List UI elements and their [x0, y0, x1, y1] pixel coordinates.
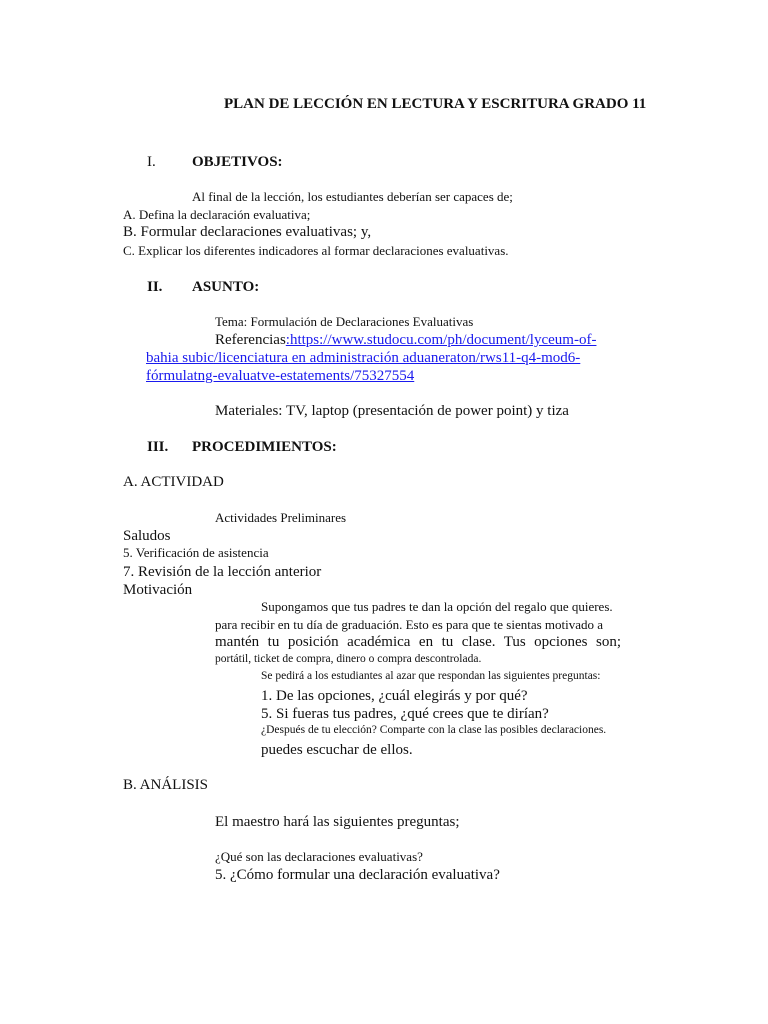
question-3-continuation: puedes escuchar de ellos.	[261, 742, 413, 758]
reference-link-line-2[interactable]: bahia subic/licenciatura en administración aduaneraton/rws11-q4-mod6-	[146, 350, 581, 366]
objective-a: A. Defina la declaración evaluativa;	[123, 207, 311, 222]
activity-heading: A. ACTIVIDAD	[123, 474, 224, 490]
section-1-number: I.	[147, 154, 156, 170]
section-1-heading: OBJETIVOS:	[192, 154, 283, 170]
motivation-heading: Motivación	[123, 582, 193, 598]
document-title: PLAN DE LECCIÓN EN LECTURA Y ESCRITURA GRADO 11	[224, 96, 647, 112]
motivation-paragraph-line-2: para recibir en tu día de graduación. Esto es para que te sientas motivado a	[215, 617, 604, 632]
motivation-paragraph-line-4: portátil, ticket de compra, dinero o compra descontrolada.	[215, 653, 482, 665]
random-questions-intro: Se pedirá a los estudiantes al azar que respondan las siguientes preguntas:	[261, 670, 601, 682]
section-2-number: II.	[147, 279, 163, 295]
reference-link-line-3[interactable]: fórmulatng-evaluatve-estatements/75327554	[146, 368, 415, 384]
motivation-paragraph-line-1: Supongamos que tus padres te dan la opción del regalo que quieres.	[261, 599, 613, 614]
reference-link[interactable]: :https://www.studocu.com/ph/document/lyceum-of-	[285, 332, 597, 348]
section-3-heading: PROCEDIMIENTOS:	[192, 439, 337, 455]
review-line: 7. Revisión de la lección anterior	[123, 564, 322, 580]
section-3-number: III.	[147, 439, 169, 455]
section-2-heading: ASUNTO:	[192, 279, 260, 295]
references-line	[215, 333, 596, 348]
objective-c: C. Explicar los diferentes indicadores al formar declaraciones evaluativas.	[123, 243, 509, 258]
attendance-line: 5. Verificación de asistencia	[123, 545, 269, 560]
question-3: ¿Después de tu elección? Comparte con la clase las posibles declaraciones.	[261, 724, 607, 736]
objective-b: B. Formular declaraciones evaluativas; y,	[123, 224, 372, 240]
teacher-questions-intro: El maestro hará las siguientes preguntas;	[215, 814, 460, 830]
greetings-line: Saludos	[123, 528, 171, 544]
materials-line: Materiales: TV, laptop (presentación de power point) y tiza	[215, 403, 569, 419]
question-2: 5. Si fueras tus padres, ¿qué crees que te dirían?	[261, 706, 549, 722]
objectives-intro: Al final de la lección, los estudiantes deberían ser capaces de;	[192, 189, 513, 204]
topic-line: Tema: Formulación de Declaraciones Evaluativas	[215, 314, 474, 329]
preliminary-activities: Actividades Preliminares	[215, 510, 347, 525]
analysis-question-2: 5. ¿Cómo formular una declaración evaluativa?	[215, 867, 500, 883]
references-label: Referencias	[215, 332, 286, 348]
question-1: 1. De las opciones, ¿cuál elegirás y por qué?	[261, 688, 528, 704]
motivation-paragraph-line-3: mantén tu posición académica en tu clase. Tus opciones son;	[215, 634, 621, 650]
analysis-heading: B. ANÁLISIS	[123, 777, 209, 793]
analysis-question-1: ¿Qué son las declaraciones evaluativas?	[215, 849, 423, 864]
